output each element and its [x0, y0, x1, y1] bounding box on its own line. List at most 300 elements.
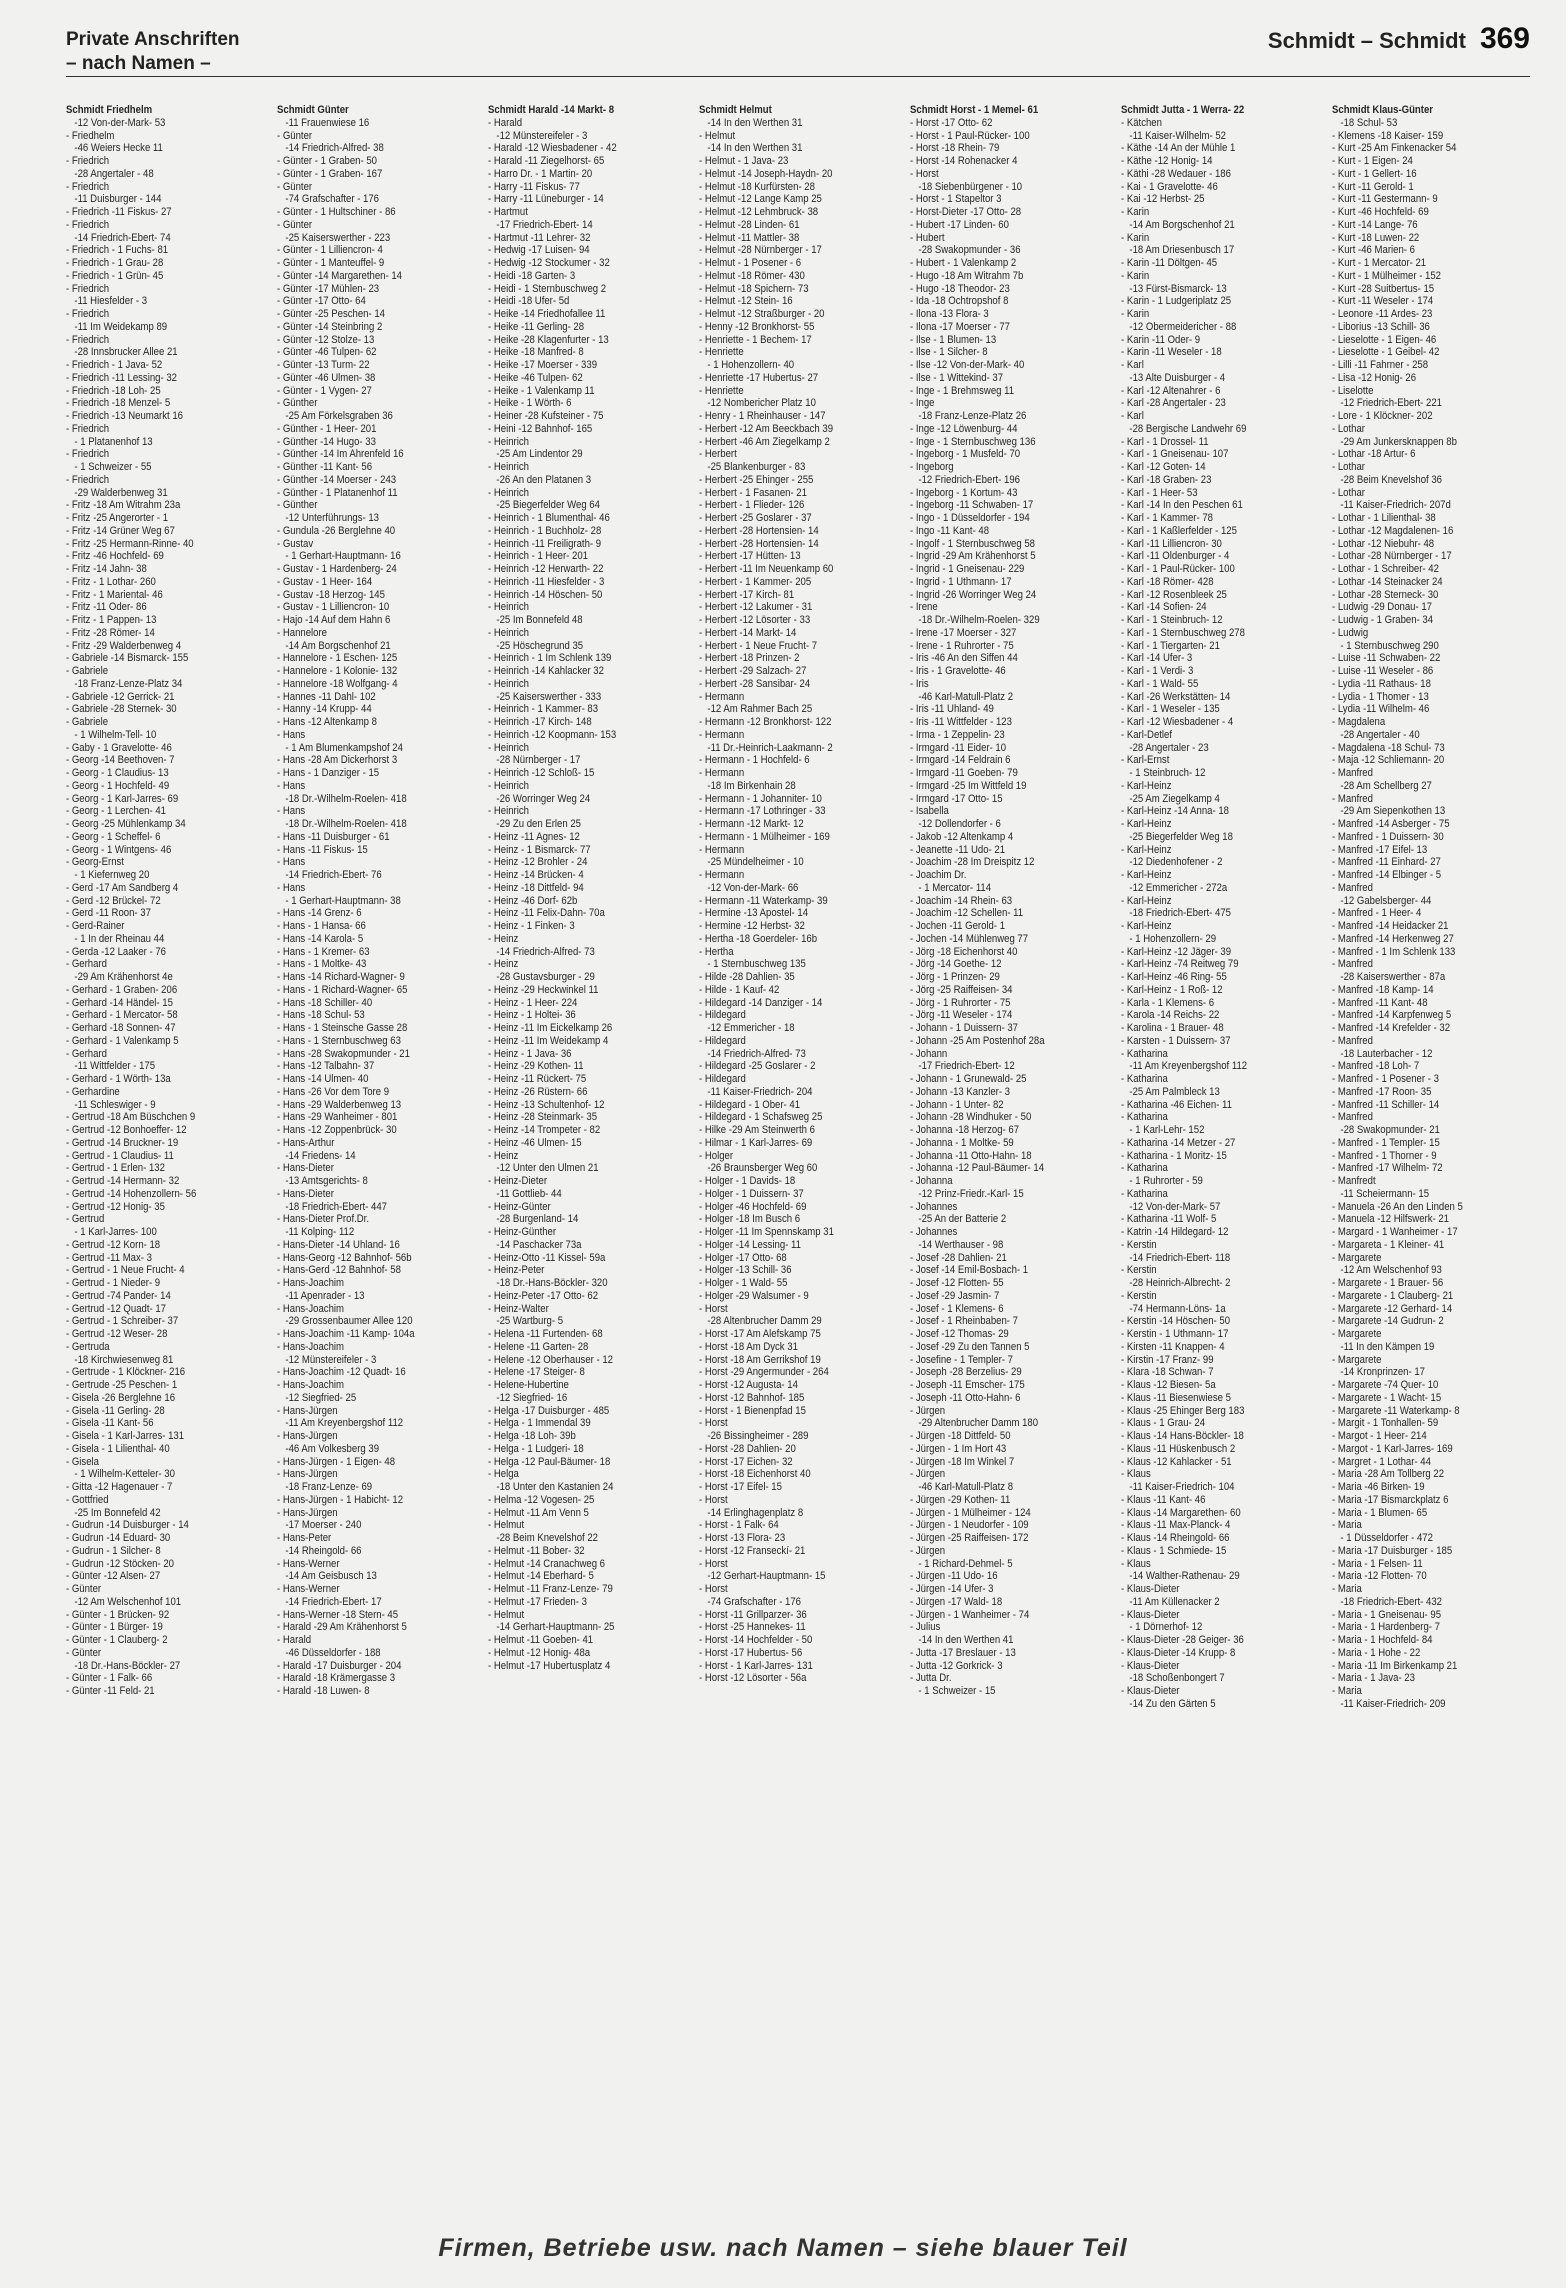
directory-entry-line: - Heinrich -11 Freiligrath- 9	[488, 537, 602, 550]
directory-entry-line: - Liselotte	[1332, 384, 1374, 397]
directory-entry-line: - Friedrich -11 Lessing- 32	[66, 371, 177, 384]
directory-entry-line: - Friedrich -13 Neumarkt 16	[66, 410, 183, 422]
directory-entry-line: -11 Gottlieb- 44	[496, 1187, 562, 1200]
directory-entry-line: - Karl -14 In den Peschen 61	[1121, 499, 1243, 512]
directory-entry-line: - Jürgen	[910, 1544, 946, 1557]
directory-entry-line: - Helmut -12 Stein- 16	[699, 295, 793, 308]
directory-entry-line: - Helene-Hubertine	[488, 1379, 569, 1391]
directory-entry-line: - Irene - 1 Ruhrorter - 75	[910, 639, 1014, 652]
directory-entry-line: - Hubert - 1 Valenkamp 2	[910, 257, 1017, 269]
directory-entry-line: - Heike -28 Klagenfurter - 13	[488, 333, 609, 346]
directory-entry-line: - Heinz -29 Heckwinkel 11	[488, 983, 599, 996]
directory-entry-line: - Heidi -18 Garten- 3	[488, 269, 576, 282]
directory-entry-line: - Gerda -12 Laaker - 76	[66, 945, 166, 958]
directory-entry-line: -12 Von-der-Mark- 53	[74, 116, 166, 129]
directory-entry-line: - Gertrude -25 Peschen- 1	[66, 1379, 178, 1391]
directory-entry-line: - Margarete - 1 Clauberg- 21	[1332, 1289, 1454, 1302]
directory-entry-line: - Hans-Jürgen	[277, 1404, 338, 1417]
directory-entry-line: -18 Dr.-Hans-Böckler- 320	[496, 1277, 608, 1289]
directory-entry-line: - Katharina - 1 Moritz- 15	[1121, 1149, 1227, 1162]
directory-entry-line: -14 Friedrich-Ebert- 17	[285, 1595, 382, 1608]
directory-entry-line: - Georg-Ernst	[66, 856, 124, 869]
directory-entry-line: - Manfred -18 Kamp- 14	[1332, 983, 1434, 996]
directory-entry-line: - Horst - 1 Karl-Jarres- 131	[699, 1659, 813, 1672]
directory-entry-line: -18 Friedrich-Ebert- 475	[1129, 907, 1231, 920]
directory-entry-line: - Heinz-Peter -17 Otto- 62	[488, 1289, 599, 1302]
directory-entry-line: - Lilli -11 Fahrner - 258	[1332, 359, 1429, 371]
directory-entry-line: - Lieselotte - 1 Eigen- 46	[1332, 333, 1437, 346]
directory-entry-line: -12 Von-der-Mark- 66	[707, 881, 799, 894]
directory-entry-line: -11 Dr.-Heinrich-Laakmann- 2	[707, 741, 833, 754]
directory-entry-line: - Jörg - 1 Ruhrorter - 75	[910, 996, 1011, 1009]
directory-entry-line: - Irene -17 Moerser - 327	[910, 626, 1017, 639]
directory-column-2	[277, 104, 477, 2202]
directory-entry-line: - Jürgen -18 Im Winkel 7	[910, 1455, 1015, 1468]
section-title-line1: Private Anschriften	[66, 29, 240, 50]
directory-entry-line: - Josef -12 Thomas- 29	[910, 1328, 1009, 1340]
directory-entry-line: - Karl -12 Wiesbadener - 4	[1121, 716, 1234, 728]
directory-entry-line: - Hermann - 1 Mülheimer - 169	[699, 830, 830, 843]
directory-entry-line: - Friedrich	[66, 180, 110, 193]
directory-entry-line: -13 Amtsgerichts- 8	[285, 1175, 368, 1187]
directory-entry-line: - Hans -11 Duisburger - 61	[277, 830, 390, 843]
directory-entry-line: - Irmgard -25 Im Wittfeld 19	[910, 779, 1027, 792]
directory-entry-line: - Margareta - 1 Kleiner- 41	[1332, 1238, 1445, 1251]
directory-entry-line: - Hermann	[699, 767, 745, 779]
directory-entry-line: - Günther -14 Hugo- 33	[277, 435, 376, 448]
directory-entry-line: - Margard - 1 Wanheimer - 17	[1332, 1226, 1458, 1238]
directory-entry-line: -11 Kolping- 112	[285, 1226, 355, 1238]
directory-entry-line: - Margarete - 1 Wacht- 15	[1332, 1391, 1442, 1404]
directory-entry-line: -28 Nürnberger - 17	[496, 754, 581, 767]
directory-entry-line: - Günther	[277, 397, 318, 410]
directory-entry-line: - Herbert -25 Goslarer - 37	[699, 512, 812, 524]
directory-entry-line: - Heike -14 Friedhofallee 11	[488, 308, 606, 320]
directory-entry-line: - Fritz -46 Hochfeld- 69	[66, 550, 164, 563]
directory-entry-line: - Johann	[910, 1047, 948, 1060]
directory-entry-line: - Georg -14 Beethoven- 7	[66, 754, 175, 767]
directory-entry-line: - Käthe -12 Honig- 14	[1121, 155, 1213, 167]
directory-entry-line: - Manfred -17 Roon- 35	[1332, 1085, 1432, 1098]
directory-entry-line: - Gertrud - 1 Claudius- 11	[66, 1149, 174, 1162]
directory-entry-line: - Karl -11 Oldenburger - 4	[1121, 550, 1230, 563]
directory-entry-line: - Klaus -12 Biesen- 5a	[1121, 1379, 1216, 1391]
directory-entry-line: -29 Grossenbaumer Allee 120	[285, 1315, 413, 1328]
directory-entry-line: - Jörg -18 Eichenhorst 40	[910, 945, 1018, 958]
directory-entry-line: - Holger -17 Otto- 68	[699, 1251, 787, 1264]
directory-entry-line: - Ludwig - 1 Graben- 34	[1332, 614, 1434, 626]
directory-entry-line: -46 Düsseldorfer - 188	[285, 1646, 381, 1659]
directory-entry-line: - Helga - 1 Immendal 39	[488, 1417, 591, 1430]
directory-entry-line: - Helmut - 1 Posener - 6	[699, 257, 802, 269]
directory-entry-line: - Gertrud -14 Bruckner- 19	[66, 1136, 179, 1149]
directory-entry-line: - Hans-Joachim	[277, 1277, 345, 1289]
directory-entry-line: - Manfred - 1 Heer- 4	[1332, 907, 1422, 920]
directory-entry-line: - Gudrun -14 Duisburger - 14	[66, 1519, 189, 1532]
directory-entry-line: - Liborius -13 Schill- 36	[1332, 320, 1430, 333]
directory-entry-line: -18 Kirchwiesenweg 81	[74, 1353, 174, 1366]
directory-entry-line: -14 Zu den Gärten 5	[1129, 1697, 1216, 1710]
directory-entry-line: - Manfred	[1332, 881, 1373, 894]
directory-entry-line: - Hans-Jürgen - 1 Habicht- 12	[277, 1493, 404, 1506]
directory-entry-line: - Heinz	[488, 1149, 519, 1162]
directory-entry-line: - Holger -11 Im Spennskamp 31	[699, 1226, 834, 1238]
directory-entry-line: -28 Gustavsburger - 29	[496, 971, 595, 983]
directory-entry-line: -18 Franz-Lenze-Platz 26	[918, 410, 1027, 422]
directory-entry-line: - Hermann -12 Markt- 12	[699, 818, 804, 830]
directory-entry-line: - Friedrich - 1 Fuchs- 81	[66, 244, 169, 257]
directory-entry-line: - Ilona -17 Moerser - 77	[910, 320, 1010, 333]
directory-entry-line: - Manfred -14 Herkenweg 27	[1332, 932, 1454, 945]
directory-entry-line: -18 Dr.-Wilhelm-Roelen- 418	[285, 818, 407, 830]
directory-entry-line: - Kurt -46 Marien- 6	[1332, 244, 1415, 257]
directory-entry-line: - Gisela	[66, 1455, 99, 1468]
directory-entry-line: - Hans -12 Zoppenbrück- 30	[277, 1124, 397, 1136]
directory-entry-line: -12 Diedenhofener - 2	[1129, 856, 1223, 869]
directory-entry-line: - Holger - 1 Duissern- 37	[699, 1187, 804, 1200]
directory-entry-line: - Hildegard	[699, 1073, 746, 1085]
directory-entry-line: - Hilde - 1 Kauf- 42	[699, 983, 780, 996]
directory-entry-line: - 1 Ruhrorter - 59	[1129, 1175, 1203, 1187]
directory-entry-line: - Fritz - 1 Lothar- 260	[66, 575, 156, 588]
directory-entry-line: - Helmut - 1 Java- 23	[699, 155, 789, 167]
directory-entry-line: - Henriette -17 Hubertus- 27	[699, 371, 819, 384]
directory-entry-line: - Gertrud - 1 Neue Frucht- 4	[66, 1264, 185, 1277]
directory-entry-line: - Hartmut -11 Lehrer- 32	[488, 231, 591, 244]
directory-entry-line: - Hedwig -12 Stockumer - 32	[488, 257, 610, 269]
directory-entry-line: - Ingeborg -11 Schwaben- 17	[910, 499, 1034, 512]
directory-entry-line: - Hermann	[699, 843, 745, 856]
directory-entry-line: - Karl	[1121, 410, 1144, 422]
directory-entry-line: - Herbert -14 Markt- 14	[699, 626, 797, 639]
directory-entry-line: - Günther -14 Im Ahrenfeld 16	[277, 448, 404, 461]
directory-column-6	[1121, 104, 1321, 2202]
directory-entry-line: - Günther	[277, 499, 318, 512]
directory-entry-line: - Iris - 1 Gravelotte- 46	[910, 665, 1006, 677]
directory-entry-line: -18 Am Driesenbusch 17	[1129, 244, 1235, 257]
directory-entry-line: - Gerhard - 1 Graben- 206	[66, 983, 178, 996]
directory-entry-line: - Herbert - 1 Kammer- 205	[699, 575, 812, 588]
directory-entry-line: - Herbert -28 Hortensien- 14	[699, 524, 819, 537]
directory-entry-line: -12 Gabelsberger- 44	[1340, 894, 1432, 907]
directory-entry-line: Schmidt Horst - 1 Memel- 61	[910, 104, 1039, 116]
directory-entry-line: - Günter	[277, 218, 313, 231]
directory-entry-line: - Kerstin	[1121, 1264, 1157, 1277]
directory-entry-line: - Jürgen -14 Ufer- 3	[910, 1583, 994, 1595]
directory-entry-line: - Karl -14 Sofien- 24	[1121, 601, 1207, 614]
directory-entry-line: - Hans -14 Richard-Wagner- 9	[277, 971, 405, 983]
directory-entry-line: - Ingo -11 Kant- 48	[910, 524, 990, 537]
directory-entry-line: - Helmut -12 Lange Kamp 25	[699, 193, 822, 206]
directory-entry-line: - Harald	[277, 1634, 312, 1646]
directory-entry-line: - Manuela -12 Hilfswerk- 21	[1332, 1213, 1449, 1226]
directory-entry-line: - Horst -11 Grillparzer- 36	[699, 1608, 807, 1621]
directory-entry-line: - Gudrun -14 Eduard- 30	[66, 1532, 171, 1544]
directory-entry-line: - Margot - 1 Heer- 214	[1332, 1430, 1427, 1442]
directory-entry-line: - Margarete -11 Waterkamp- 8	[1332, 1404, 1460, 1417]
directory-entry-line: - Helmut -17 Frieden- 3	[488, 1595, 587, 1608]
directory-entry-line: - Manfredt	[1332, 1175, 1376, 1187]
directory-entry-line: - Iris	[910, 677, 929, 690]
directory-entry-line: - Hermann -12 Bronkhorst- 122	[699, 716, 832, 728]
directory-entry-line: - Hans-Joachim -12 Quadt- 16	[277, 1366, 406, 1379]
directory-entry-line: - Helmut -12 Lehmbruck- 38	[699, 206, 819, 218]
directory-entry-line: - Kai -12 Herbst- 25	[1121, 193, 1205, 206]
directory-entry-line: - Heinrich	[488, 677, 529, 690]
directory-entry-line: - 1 Kiefernweg 20	[74, 869, 150, 881]
directory-entry-line: - Günter - 1 Falk- 66	[66, 1672, 153, 1685]
directory-entry-line: - Maria -28 Am Tollberg 22	[1332, 1468, 1445, 1481]
directory-entry-line: -18 Dr.-Wilhelm-Roelen- 418	[285, 792, 407, 805]
directory-entry-line: - Fritz -14 Grüner Weg 67	[66, 524, 175, 537]
directory-entry-line: - Manfred - 1 Im Schlenk 133	[1332, 945, 1456, 958]
directory-entry-line: - Katharina	[1121, 1111, 1168, 1124]
directory-entry-line: - Irmgard -14 Feldrain 6	[910, 754, 1011, 767]
directory-entry-line: - Henriette	[699, 346, 744, 359]
directory-entry-line: - Maria - 1 Hohe - 22	[1332, 1646, 1421, 1659]
directory-entry-line: - Ingo - 1 Düsseldorfer - 194	[910, 512, 1030, 524]
directory-entry-line: - Hartmut	[488, 206, 528, 218]
directory-entry-line: - Horst	[699, 1417, 728, 1430]
directory-entry-line: - Horst -12 Lösorter - 56a	[699, 1672, 807, 1685]
directory-entry-line: - Klaus-Dieter	[1121, 1583, 1180, 1595]
directory-entry-line: - Hans-Joachim	[277, 1340, 345, 1353]
directory-entry-line: - Harald	[488, 116, 523, 129]
directory-entry-line: - 1 Hohenzollern- 29	[1129, 932, 1217, 945]
directory-entry-line: - Ingeborg	[910, 461, 954, 473]
directory-entry-line: - Hannelore	[277, 626, 328, 639]
directory-entry-line: - Kai - 1 Gravelotte- 46	[1121, 180, 1218, 193]
page-number: 369	[1479, 22, 1530, 55]
directory-entry-line: - Gerd-Rainer	[66, 920, 125, 932]
directory-entry-line: - Magdalena -18 Schul- 73	[1332, 741, 1445, 754]
directory-entry-line: - Johannes	[910, 1226, 958, 1238]
directory-entry-line: - Margarete -74 Quer- 10	[1332, 1379, 1439, 1391]
directory-entry-line: - Hans -18 Schul- 53	[277, 1009, 365, 1022]
directory-entry-line: - Karl -12 Rosenbleek 25	[1121, 588, 1227, 601]
directory-entry-line: - Friedrich -18 Menzel- 5	[66, 397, 171, 410]
directory-entry-line: - Günter - 1 Graben- 50	[277, 155, 377, 167]
directory-entry-line: - Hans -18 Schiller- 40	[277, 996, 373, 1009]
directory-entry-line: - Friedrich	[66, 282, 110, 295]
directory-entry-line: - Günther -14 Moerser - 243	[277, 473, 397, 486]
directory-entry-line: - Johann - 1 Unter- 82	[910, 1098, 1004, 1111]
directory-entry-line: - Gerd -11 Roon- 37	[66, 907, 151, 920]
directory-entry-line: - Karl -12 Goten- 14	[1121, 461, 1206, 473]
directory-entry-line: - Klaus -12 Kahlacker - 51	[1121, 1455, 1232, 1468]
directory-entry-line: - Hans -29 Wanheimer - 801	[277, 1111, 398, 1124]
directory-entry-line: - Klaus-Dieter	[1121, 1685, 1180, 1697]
directory-entry-line: -12 Unter den Ulmen 21	[496, 1162, 599, 1175]
directory-entry-line: - Hildegard - 1 Ober- 41	[699, 1098, 801, 1111]
directory-entry-line: - Holger - 1 Wald- 55	[699, 1277, 788, 1289]
directory-entry-line: -29 Am Siepenkothen 13	[1340, 805, 1446, 818]
directory-entry-line: - Helmut -18 Spichern- 73	[699, 282, 809, 295]
directory-entry-line: - Josef - 1 Klemens- 6	[910, 1302, 1004, 1315]
directory-entry-line: - Josef -12 Flotten- 55	[910, 1277, 1004, 1289]
directory-entry-line: - Kurt -11 Gerold- 1	[1332, 180, 1414, 193]
directory-entry-line: -28 Angertaler - 48	[74, 167, 154, 180]
directory-entry-line: - Karin -11 Weseler - 18	[1121, 346, 1222, 359]
directory-entry-line: -12 Siegfried- 25	[285, 1391, 357, 1404]
directory-entry-line: - 1 In der Rheinau 44	[74, 932, 165, 945]
directory-entry-line: - Gabriele -12 Gerrick- 21	[66, 690, 175, 703]
directory-entry-line: - Irmgard -11 Goeben- 79	[910, 767, 1018, 779]
directory-entry-line: - Heinz -11 Rückert- 75	[488, 1073, 587, 1085]
directory-entry-line: - Inge - 1 Brehmsweg 11	[910, 384, 1015, 397]
directory-entry-line: - Hans -14 Grenz- 6	[277, 907, 362, 920]
directory-entry-line: - Karl - 1 Verdi- 3	[1121, 665, 1194, 677]
directory-entry-line: -14 Am Geisbusch 13	[285, 1570, 377, 1583]
directory-entry-line: - Heinrich -12 Herwarth- 22	[488, 563, 604, 575]
directory-entry-line: - Karin	[1121, 231, 1150, 244]
directory-entry-line: - Hans-Dieter	[277, 1187, 334, 1200]
directory-entry-line: - Karl-Heinz -14 Anna- 18	[1121, 805, 1229, 818]
directory-entry-line: - Heinz - 1 Bismarck- 77	[488, 843, 591, 856]
directory-entry-line: - Klaus -14 Margarethen- 60	[1121, 1506, 1241, 1519]
directory-entry-line: -29 Zu den Erlen 25	[496, 818, 581, 830]
directory-entry-line: - Friedrich	[66, 218, 110, 231]
directory-entry-line: -11 Schleswiger - 9	[74, 1098, 156, 1111]
directory-entry-line: -14 Walther-Rathenau- 29	[1129, 1570, 1240, 1583]
directory-entry-line: - Heike -18 Manfred- 8	[488, 346, 584, 359]
directory-entry-line: - Gustav -18 Herzog- 145	[277, 588, 385, 601]
directory-entry-line: - Friedhelm	[66, 129, 115, 142]
directory-entry-line: - Jörg -11 Weseler - 174	[910, 1009, 1013, 1022]
directory-entry-line: -29 Altenbrucher Damm 180	[918, 1417, 1039, 1430]
directory-entry-line: - Kirstin -17 Franz- 99	[1121, 1353, 1214, 1366]
directory-entry-line: - Karin -11 Döltgen- 45	[1121, 257, 1218, 269]
directory-entry-line: - Ilona -13 Flora- 3	[910, 308, 989, 320]
directory-entry-line: - Helmut -12 Straßburger - 20	[699, 308, 825, 320]
directory-entry-line: - Hans - 1 Richard-Wagner- 65	[277, 983, 408, 996]
directory-entry-line: - Horst	[699, 1583, 728, 1595]
directory-entry-line: - Heinz	[488, 932, 519, 945]
directory-entry-line: - Herbert -12 Lakumer - 31	[699, 601, 813, 614]
directory-entry-line: - Hugo -18 Theodor- 23	[910, 282, 1010, 295]
directory-entry-line: -28 Innsbrucker Allee 21	[74, 346, 178, 359]
directory-entry-line: - 1 Gerhart-Hauptmann- 16	[285, 550, 401, 563]
directory-entry-line: - Manfred -14 Heidacker 21	[1332, 920, 1449, 932]
directory-entry-line: - Josef -29 Zu den Tannen 5	[910, 1340, 1030, 1353]
directory-entry-line: -12 Münstereifeler - 3	[285, 1353, 377, 1366]
directory-entry-line: - Katharina	[1121, 1162, 1168, 1175]
directory-entry-line: - Günter -12 Stolze- 13	[277, 333, 375, 346]
directory-entry-line: - Hilke -29 Am Steinwerth 6	[699, 1124, 815, 1136]
directory-entry-line: - Inge	[910, 397, 935, 410]
directory-entry-line: -11 Scheiermann- 15	[1340, 1187, 1430, 1200]
directory-entry-line: - Manfred -14 Karpfenweg 5	[1332, 1009, 1452, 1022]
directory-entry-line: Schmidt Jutta - 1 Werra- 22	[1121, 104, 1245, 116]
directory-entry-line: - Ingrid - 1 Uthmann- 17	[910, 575, 1012, 588]
directory-entry-line: - Horst -14 Rohenacker 4	[910, 155, 1018, 167]
directory-entry-line: - Hannelore - 1 Kolonie- 132	[277, 665, 398, 677]
directory-entry-line: - Irmgard -11 Eider- 10	[910, 741, 1007, 754]
directory-entry-line: - Hans	[277, 805, 306, 818]
directory-entry-line: - Maria -17 Duisburger - 185	[1332, 1544, 1453, 1557]
directory-entry-line: - Josef -29 Jasmin- 7	[910, 1289, 1000, 1302]
directory-entry-line: Schmidt Harald -14 Markt- 8	[488, 104, 615, 116]
directory-entry-line: - Gaby - 1 Gravelotte- 46	[66, 741, 172, 754]
directory-entry-line: - Hans-Gerd -12 Bahnhof- 58	[277, 1264, 401, 1277]
directory-entry-line: - Hildegard	[699, 1009, 746, 1022]
directory-entry-line: - Hans-Peter	[277, 1532, 332, 1544]
directory-entry-line: - Gerd -17 Am Sandberg 4	[66, 881, 179, 894]
directory-entry-line: - Gertrud -74 Pander- 14	[66, 1289, 171, 1302]
directory-entry-line: -11 Im Weidekamp 89	[74, 320, 168, 333]
directory-entry-line: -14 Werthauser - 98	[918, 1238, 1004, 1251]
directory-entry-line: - Lydia - 1 Thomer - 13	[1332, 690, 1429, 703]
directory-entry-line: - Katrin -14 Hildegard- 12	[1121, 1226, 1229, 1238]
directory-entry-line: - Hans-Joachim	[277, 1302, 345, 1315]
directory-entry-line: - Ingrid -26 Worringer Weg 24	[910, 588, 1037, 601]
directory-entry-line: - Karin -11 Oder- 9	[1121, 333, 1201, 346]
directory-entry-line: - Maria - 1 Gneisenau- 95	[1332, 1608, 1442, 1621]
directory-entry-line: -14 Friedrich-Ebert- 118	[1129, 1251, 1231, 1264]
directory-entry-line: - Hans-Dieter -14 Uhland- 16	[277, 1238, 400, 1251]
directory-entry-line: - Horst - 1 Paul-Rücker- 100	[910, 129, 1030, 142]
directory-entry-line: - Maria - 1 Java- 23	[1332, 1672, 1415, 1685]
directory-entry-line: - Karl-Heinz - 1 Roß- 12	[1121, 983, 1223, 996]
directory-entry-line: - Lothar -12 Niebuhr- 48	[1332, 537, 1435, 550]
directory-entry-line: - Josefine - 1 Templer- 7	[910, 1353, 1013, 1366]
directory-entry-line: - 1 Dörnerhof- 12	[1129, 1621, 1203, 1634]
directory-entry-line: - Karl-Heinz -12 Jäger- 39	[1121, 945, 1232, 958]
directory-entry-line: - Helmut -18 Kurfürsten- 28	[699, 180, 815, 193]
directory-entry-line: - Helmut	[488, 1608, 525, 1621]
directory-entry-line: - Jörg - 1 Prinzen- 29	[910, 971, 1000, 983]
directory-entry-line: - Klaus -11 Max-Planck- 4	[1121, 1519, 1231, 1532]
directory-entry-line: - Heinz-Peter	[488, 1264, 545, 1277]
directory-entry-line: - Maria	[1332, 1685, 1362, 1697]
directory-entry-line: - Manfred	[1332, 792, 1373, 805]
directory-entry-line: - Klaus-Dieter -14 Krupp- 8	[1121, 1646, 1236, 1659]
directory-entry-line: - Heinz -13 Schultenhof- 12	[488, 1098, 605, 1111]
directory-entry-line: -18 Im Birkenhain 28	[707, 779, 796, 792]
directory-entry-line: - Joachim Dr.	[910, 869, 967, 881]
directory-entry-line: - Heike - 1 Valenkamp 11	[488, 384, 595, 397]
directory-entry-line: - Kurt -14 Lange- 76	[1332, 218, 1418, 231]
directory-entry-line: - Katharina -11 Wolf- 5	[1121, 1213, 1217, 1226]
directory-entry-line: -14 Friedens- 14	[285, 1149, 356, 1162]
directory-entry-line: - Heinz -11 Agnes- 12	[488, 830, 580, 843]
directory-entry-line: - Joseph -11 Otto-Hahn- 6	[910, 1391, 1021, 1404]
directory-column-1	[66, 104, 266, 2202]
directory-entry-line: - Margret - 1 Lothar- 44	[1332, 1455, 1431, 1468]
directory-entry-line: - Fritz - 1 Mariental- 46	[66, 588, 163, 601]
directory-entry-line: - Hans -26 Vor dem Tore 9	[277, 1085, 390, 1098]
directory-entry-line: - Horst -29 Angermunder - 264	[699, 1366, 829, 1379]
directory-entry-line: - Henriette - 1 Bechem- 17	[699, 333, 812, 346]
directory-entry-line: - Kurt -46 Hochfeld- 69	[1332, 206, 1429, 218]
directory-entry-line: - Georg - 1 Karl-Jarres- 69	[66, 792, 179, 805]
directory-entry-line: -26 Bissingheimer - 289	[707, 1430, 809, 1442]
directory-entry-line: - Hermann -11 Waterkamp- 39	[699, 894, 828, 907]
directory-entry-line: - Karl - 1 Weseler - 135	[1121, 703, 1220, 716]
directory-entry-line: -14 Rheingold- 66	[285, 1544, 362, 1557]
directory-entry-line: -12 Siegfried- 16	[496, 1391, 568, 1404]
directory-entry-line: -14 Friedrich-Ebert- 74	[74, 231, 171, 244]
directory-entry-line: - Günter	[66, 1646, 102, 1659]
directory-entry-line: -14 Paschacker 73a	[496, 1238, 582, 1251]
directory-entry-line: -12 Von-der-Mark- 57	[1129, 1200, 1221, 1213]
directory-entry-line: - Jutta -17 Breslauer - 13	[910, 1646, 1016, 1659]
directory-entry-line: - Gisela -11 Kant- 56	[66, 1417, 154, 1430]
directory-entry-line: - Hilde -28 Dahlien- 35	[699, 971, 795, 983]
directory-entry-line: - Günter -46 Ulmen- 38	[277, 371, 376, 384]
directory-entry-line: - Harald -17 Duisburger - 204	[277, 1659, 402, 1672]
directory-entry-line: - Hans	[277, 779, 306, 792]
